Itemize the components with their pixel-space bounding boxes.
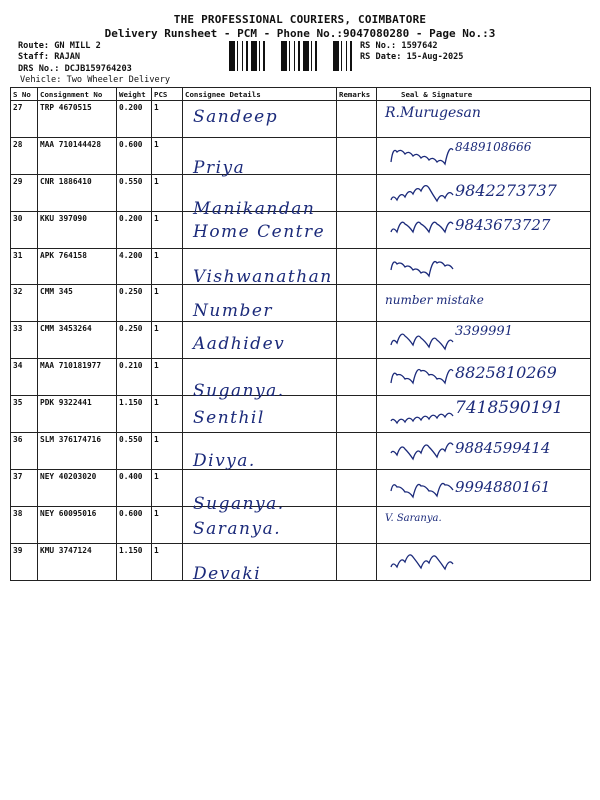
col-consignment: Consignment No — [38, 88, 117, 101]
row-sno: 35 — [11, 396, 38, 433]
row-weight: 4.200 — [117, 248, 152, 285]
consignee-handwriting: Saranya. — [193, 518, 282, 539]
row-consignment-no: MAA 710144428 — [38, 137, 117, 174]
row-signature — [377, 211, 591, 248]
row-sno: 34 — [11, 359, 38, 396]
row-consignment-no: NEY 40203020 — [38, 469, 117, 506]
row-consignee — [183, 543, 337, 584]
row-sno: 36 — [11, 433, 38, 470]
table-row — [11, 543, 591, 580]
row-remarks — [337, 359, 377, 396]
signature-handwriting: number mistake — [385, 293, 484, 308]
signature-scribble — [389, 216, 459, 246]
row-signature — [377, 543, 591, 580]
row-signature — [377, 322, 591, 359]
table-row — [11, 137, 591, 174]
row-sno: 38 — [11, 506, 38, 543]
row-pcs: 1 — [152, 285, 183, 322]
row-weight: 0.200 — [117, 211, 152, 248]
table-row — [11, 101, 591, 138]
row-remarks — [337, 433, 377, 470]
runsheet-subtitle: Delivery Runsheet - PCM - Phone No.:9047080280 - Page No.:3 — [104, 27, 496, 40]
row-remarks — [337, 211, 377, 248]
signature-scribble — [389, 253, 459, 283]
consignee-handwriting: Devaki — [193, 563, 262, 584]
table-row — [11, 396, 591, 433]
consignee-handwriting: Number — [193, 301, 274, 322]
row-consignee — [183, 322, 337, 359]
signature-handwriting: 9843673727 — [455, 215, 551, 234]
row-weight: 0.250 — [117, 285, 152, 322]
row-consignment-no: CNR 1886410 — [38, 174, 117, 211]
row-consignee — [183, 211, 337, 248]
row-signature — [377, 506, 591, 543]
row-weight: 0.600 — [117, 506, 152, 543]
row-pcs: 1 — [152, 322, 183, 359]
table-row — [11, 469, 591, 506]
row-signature — [377, 396, 591, 433]
row-pcs: 1 — [152, 101, 183, 138]
consignee-handwriting: Manikandan — [193, 198, 316, 219]
row-weight: 0.550 — [117, 433, 152, 470]
vehicle-label: Vehicle: Two Wheeler Delivery — [20, 75, 171, 85]
signature-scribble — [389, 548, 459, 578]
rs-number: RS No.: 1597642 — [360, 41, 438, 51]
row-remarks — [337, 469, 377, 506]
col-pcs: PCS — [152, 88, 183, 101]
signature-handwriting: 9884599414 — [455, 439, 551, 458]
row-consignment-no: KKU 397090 — [38, 211, 117, 248]
consignee-handwriting: Vishwanathan — [193, 266, 333, 287]
signature-handwriting: R.Murugesan — [385, 105, 481, 121]
row-pcs: 1 — [152, 396, 183, 433]
table-row — [11, 359, 591, 396]
consignee-handwriting: Senthil — [193, 408, 265, 429]
consignee-handwriting: Suganya. — [193, 381, 285, 402]
row-consignment-no: NEY 60095016 — [38, 506, 117, 543]
table-row — [11, 322, 591, 359]
row-remarks — [337, 322, 377, 359]
row-signature — [377, 101, 591, 138]
row-pcs: 1 — [152, 211, 183, 248]
row-consignee — [183, 285, 337, 322]
row-consignee — [183, 248, 337, 285]
signature-scribble — [389, 400, 459, 430]
row-weight: 1.150 — [117, 543, 152, 580]
signature-scribble — [389, 363, 459, 393]
consignee-handwriting: Aadhidev — [193, 334, 286, 355]
consignee-handwriting: Priya — [193, 157, 246, 178]
row-consignee — [183, 174, 337, 219]
row-consignment-no: CMM 345 — [38, 285, 117, 322]
consignee-handwriting: Suganya. — [193, 493, 285, 514]
row-sno: 29 — [11, 174, 38, 211]
signature-handwriting: 9994880161 — [455, 477, 551, 496]
row-consignment-no: MAA 710181977 — [38, 359, 117, 396]
row-remarks — [337, 396, 377, 433]
row-sno: 30 — [11, 211, 38, 248]
signature-handwriting: 8489108666 — [455, 139, 532, 154]
row-sno: 32 — [11, 285, 38, 322]
row-signature — [377, 433, 591, 470]
row-pcs: 1 — [152, 137, 183, 174]
table-row — [11, 211, 591, 248]
row-sno: 28 — [11, 137, 38, 174]
row-consignee — [183, 101, 337, 138]
row-consignment-no: APK 764158 — [38, 248, 117, 285]
row-consignment-no: PDK 9322441 — [38, 396, 117, 433]
row-signature — [377, 248, 591, 285]
row-signature — [377, 469, 591, 506]
signature-handwriting: V. Saranya. — [385, 512, 442, 524]
row-sno: 27 — [11, 101, 38, 138]
signature-handwriting: 3399991 — [455, 324, 513, 340]
signature-scribble — [389, 326, 459, 356]
runsheet-table — [10, 87, 591, 584]
col-sno: S No — [11, 88, 38, 101]
row-sno: 33 — [11, 322, 38, 359]
col-remarks: Remarks — [337, 88, 377, 101]
row-pcs: 1 — [152, 174, 183, 211]
row-consignee — [183, 506, 337, 543]
table-row — [11, 433, 591, 470]
table-row — [11, 285, 591, 322]
rs-date: RS Date: 15-Aug-2025 — [360, 52, 464, 62]
row-consignee — [183, 137, 337, 178]
row-weight: 1.150 — [117, 396, 152, 433]
row-signature — [377, 285, 591, 322]
table-row — [11, 248, 591, 285]
row-remarks — [337, 285, 377, 322]
row-remarks — [337, 137, 377, 174]
row-pcs: 1 — [152, 359, 183, 396]
row-weight: 0.600 — [117, 137, 152, 174]
row-remarks — [337, 174, 377, 211]
barcode-image — [229, 41, 355, 71]
table-row — [11, 506, 591, 543]
row-weight: 0.550 — [117, 174, 152, 211]
signature-scribble — [389, 437, 459, 467]
row-pcs: 1 — [152, 433, 183, 470]
row-sno: 31 — [11, 248, 38, 285]
row-consignee — [183, 359, 337, 402]
route-label: Route: GN MILL 2 — [18, 41, 101, 51]
col-signature: Seal & Signature — [377, 88, 591, 101]
signature-scribble — [389, 474, 459, 504]
company-title: THE PROFESSIONAL COURIERS, COIMBATORE — [173, 13, 427, 26]
consignee-handwriting: Divya. — [193, 451, 256, 472]
row-sno: 37 — [11, 469, 38, 506]
col-weight: Weight — [117, 88, 152, 101]
row-pcs: 1 — [152, 543, 183, 580]
row-weight: 0.250 — [117, 322, 152, 359]
table-row — [11, 174, 591, 211]
signature-handwriting: 7418590191 — [455, 398, 564, 419]
signature-handwriting: 8825810269 — [455, 363, 557, 383]
row-consignment-no: SLM 376174716 — [38, 433, 117, 470]
col-consignee: Consignee Details — [183, 88, 337, 101]
row-remarks — [337, 101, 377, 138]
table-header-row — [11, 88, 591, 101]
row-consignee — [183, 469, 337, 514]
row-sno: 39 — [11, 543, 38, 580]
row-signature — [377, 137, 591, 174]
row-signature — [377, 174, 591, 211]
row-pcs: 1 — [152, 248, 183, 285]
consignee-handwriting: Sandeep — [193, 107, 279, 127]
row-consignee — [183, 396, 337, 433]
row-weight: 0.200 — [117, 101, 152, 138]
row-consignment-no: KMU 3747124 — [38, 543, 117, 580]
row-weight: 0.210 — [117, 359, 152, 396]
signature-scribble — [389, 142, 459, 172]
row-weight: 0.400 — [117, 469, 152, 506]
signature-scribble — [389, 179, 459, 209]
signature-handwriting: 9842273737 — [455, 180, 557, 200]
row-signature — [377, 359, 591, 396]
row-remarks — [337, 506, 377, 543]
staff-label: Staff: RAJAN — [18, 52, 81, 62]
drs-label: DRS No.: DCJB159764203 — [18, 64, 132, 74]
row-pcs: 1 — [152, 506, 183, 543]
row-consignment-no: CMM 3453264 — [38, 322, 117, 359]
row-remarks — [337, 543, 377, 580]
row-consignee — [183, 433, 337, 470]
consignee-handwriting: Home Centre — [193, 221, 326, 242]
row-consignment-no: TRP 4670515 — [38, 101, 117, 138]
row-remarks — [337, 248, 377, 285]
row-pcs: 1 — [152, 469, 183, 506]
